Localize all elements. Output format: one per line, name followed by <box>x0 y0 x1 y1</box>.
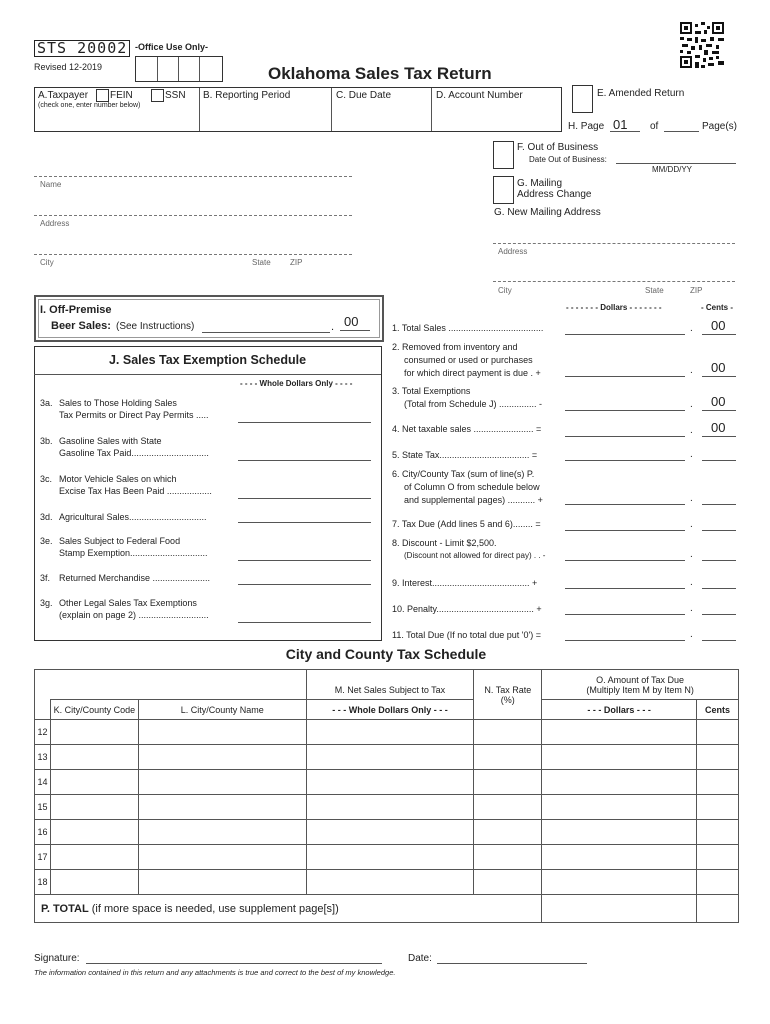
beer-title: I. Off-Premise <box>40 304 112 316</box>
row-number: 12 <box>35 720 51 745</box>
tax-cents-cell[interactable] <box>696 795 738 820</box>
line-6-decimal: . <box>690 493 693 504</box>
new-zip-label: ZIP <box>690 286 703 295</box>
schedule-j-label: Returned Merchandise ....................... <box>59 573 211 583</box>
city-code-cell[interactable] <box>50 745 138 770</box>
line-6-cents-field[interactable] <box>702 504 736 505</box>
row-number: 13 <box>35 745 51 770</box>
page-label: H. Page <box>568 121 605 132</box>
line-7-label: 7. Tax Due (Add lines 5 and 6)........ = <box>392 519 541 529</box>
out-of-business-label: F. Out of Business <box>517 142 599 153</box>
col-o-header <box>542 670 739 700</box>
new-state-label: State <box>645 286 664 295</box>
form-code-text: STS 20002 <box>34 40 130 57</box>
schedule-j-label: Sales to Those Holding Sales <box>59 398 177 408</box>
col-o-label: O. Amount of Tax Due <box>596 674 685 685</box>
line-8-cents-field[interactable] <box>702 560 736 561</box>
check-hint: (check one, enter number below) <box>38 102 141 109</box>
schedule-j-label-cont: Stamp Exemption............................... <box>59 548 208 558</box>
mailing-change-checkbox[interactable] <box>493 176 514 204</box>
total-label-bold: P. TOTAL <box>41 902 89 915</box>
ssn-checkbox[interactable] <box>151 89 164 102</box>
col-k-header: K. City/County Code <box>50 700 138 720</box>
col-n-label: N. Tax Rate <box>484 684 532 695</box>
line-4-dollars-field[interactable] <box>565 436 685 437</box>
office-use-label: -Office Use Only- <box>135 42 209 52</box>
tax-rate-cell[interactable] <box>474 745 542 770</box>
line-8-label: 8. Discount - Limit $2,500. <box>392 538 497 548</box>
col-n-header <box>474 670 542 720</box>
schedule-j-label: Agricultural Sales............................... <box>59 512 207 522</box>
schedule-j-amount-field[interactable] <box>238 560 371 561</box>
city-code-cell[interactable] <box>50 845 138 870</box>
net-sales-cell[interactable] <box>306 820 474 845</box>
city-name-cell[interactable] <box>138 720 306 745</box>
line-5-decimal: . <box>690 449 693 460</box>
tax-dollars-cell[interactable] <box>542 820 697 845</box>
line-2-decimal: . <box>690 365 693 376</box>
of-label: of <box>650 121 659 132</box>
row-number: 18 <box>35 870 51 895</box>
tax-rate-cell[interactable] <box>474 845 542 870</box>
schedule-j-title: J. Sales Tax Exemption Schedule <box>108 353 307 367</box>
total-label-rest: (if more space is needed, use supplement page[s]) <box>91 902 339 915</box>
line-1-decimal: . <box>690 323 693 334</box>
line-3-decimal: . <box>690 399 693 410</box>
schedule-j-code: 3c. <box>40 474 53 484</box>
line-10-label: 10. Penalty....................................... + <box>392 604 542 614</box>
city-name-cell[interactable] <box>138 770 306 795</box>
fein-checkbox[interactable] <box>96 89 109 102</box>
line-3-cents-field[interactable] <box>702 410 736 411</box>
line-3-dollars-field[interactable] <box>565 410 685 411</box>
date-out-label: Date Out of Business: <box>529 155 607 164</box>
schedule-j-label-cont: Gasoline Tax Paid............................... <box>59 448 209 458</box>
tax-dollars-cell[interactable] <box>542 745 697 770</box>
table-row <box>35 820 739 845</box>
new-city-label: City <box>498 286 512 295</box>
net-sales-cell[interactable] <box>306 720 474 745</box>
line-10-cents-field[interactable] <box>702 614 736 615</box>
line-1-label: 1. Total Sales ...................................... <box>392 323 544 333</box>
net-sales-cell[interactable] <box>306 770 474 795</box>
line-1-cents-field[interactable] <box>702 334 736 335</box>
city-name-cell[interactable] <box>138 870 306 895</box>
net-sales-cell[interactable] <box>306 870 474 895</box>
schedule-j-code: 3b. <box>40 436 53 446</box>
schedule-j-label: Other Legal Sales Tax Exemptions <box>59 598 197 608</box>
line-2-cents-value: 00 <box>711 360 726 375</box>
office-use-boxes <box>135 56 223 82</box>
line-6-label: 6. City/County Tax (sum of line(s) P. <box>392 469 535 479</box>
row-number: 15 <box>35 795 51 820</box>
mmddyy-label: MM/DD/YY <box>652 165 692 174</box>
line-9-decimal: . <box>690 577 693 588</box>
schedule-j-header: - - - - Whole Dollars Only - - - - <box>240 379 353 388</box>
line-2-label: 2. Removed from inventory and <box>392 342 518 352</box>
beer-dot: . <box>331 321 335 333</box>
line-8-decimal: . <box>690 549 693 560</box>
new-address-label: Address <box>498 247 528 256</box>
table-row <box>35 795 739 820</box>
line-1-cents-value: 00 <box>711 318 726 333</box>
col-m-header: M. Net Sales Subject to Tax <box>306 670 474 700</box>
line-6-dollars-field[interactable] <box>565 504 685 505</box>
line-4-cents-value: 00 <box>711 420 726 435</box>
reporting-period-label: B. Reporting Period <box>203 90 291 101</box>
line-5-label: 5. State Tax.................................... = <box>392 450 538 460</box>
col-o-sub2: (Multiply Item M by Item N) <box>586 684 694 695</box>
schedule-j-amount-field[interactable] <box>238 622 371 623</box>
qr-code-icon <box>680 22 724 68</box>
fein-label: FEIN <box>110 90 133 101</box>
line-4-cents-field[interactable] <box>702 436 736 437</box>
line-4-label: 4. Net taxable sales ........................ = <box>392 424 542 434</box>
table-row <box>35 845 739 870</box>
city-code-cell[interactable] <box>50 795 138 820</box>
address-label: Address <box>40 219 70 228</box>
schedule-j-amount-field[interactable] <box>238 584 371 585</box>
line-3-label: 3. Total Exemptions <box>392 386 471 396</box>
line-9-label: 9. Interest....................................... + <box>392 578 538 588</box>
city-name-cell[interactable] <box>138 795 306 820</box>
tax-cents-cell[interactable] <box>696 770 738 795</box>
tax-rate-cell[interactable] <box>474 820 542 845</box>
line-3-label: (Total from Schedule J) ............... - <box>404 399 543 409</box>
tax-cents-cell[interactable] <box>696 720 738 745</box>
ssn-label: SSN <box>165 90 186 101</box>
line-11-label: 11. Total Due (If no total due put '0') = <box>392 630 541 640</box>
row-number: 16 <box>35 820 51 845</box>
table-row <box>35 870 739 895</box>
schedule-j-code: 3e. <box>40 536 53 546</box>
net-sales-cell[interactable] <box>306 795 474 820</box>
line-2-cents-field[interactable] <box>702 376 736 377</box>
tax-rate-cell[interactable] <box>474 770 542 795</box>
col-l-header: L. City/County Name <box>138 700 306 720</box>
address-change-label: Address Change <box>517 189 592 200</box>
city-code-cell[interactable] <box>50 870 138 895</box>
schedule-j-code: 3f. <box>40 573 51 583</box>
schedule-j-amount-field[interactable] <box>238 422 371 423</box>
line-9-dollars-field[interactable] <box>565 588 685 589</box>
line-3-cents-value: 00 <box>711 394 726 409</box>
city-county-title: City and County Tax Schedule <box>285 646 487 662</box>
line-10-dollars-field[interactable] <box>565 614 685 615</box>
attestation-text: The information contained in this return and any attachments is true and correct to the best of my knowledge. <box>34 968 396 977</box>
tax-rate-cell[interactable] <box>474 720 542 745</box>
line-2-label: for which direct payment is due . + <box>404 368 541 378</box>
line-8-label: (Discount not allowed for direct pay) . . - <box>404 551 546 560</box>
schedule-j-label-cont: Tax Permits or Direct Pay Permits ..... <box>59 410 209 420</box>
row-number: 14 <box>35 770 51 795</box>
beer-label: Beer Sales: <box>51 320 111 332</box>
line-11-dollars-field[interactable] <box>565 640 685 641</box>
line-9-cents-field[interactable] <box>702 588 736 589</box>
schedule-j-label: Gasoline Sales with State <box>59 436 162 446</box>
tax-cents-cell[interactable] <box>696 820 738 845</box>
line-6-label: of Column O from schedule below <box>404 482 540 492</box>
city-code-cell[interactable] <box>50 820 138 845</box>
line-10-decimal: . <box>690 603 693 614</box>
tax-dollars-cell[interactable] <box>542 770 697 795</box>
total-dollars-cell[interactable] <box>542 895 697 923</box>
due-date-label: C. Due Date <box>336 90 392 101</box>
total-cents-cell[interactable] <box>696 895 738 923</box>
schedule-j-label-cont: Excise Tax Has Been Paid .................. <box>59 486 212 496</box>
amended-return-checkbox[interactable] <box>572 85 593 113</box>
net-sales-cell[interactable] <box>306 845 474 870</box>
city-code-cell[interactable] <box>50 720 138 745</box>
name-label: Name <box>40 180 62 189</box>
signature-label: Signature: <box>34 953 80 964</box>
form-title: Oklahoma Sales Tax Return <box>268 64 492 83</box>
pages-label: Page(s) <box>702 121 738 132</box>
city-label: City <box>40 258 54 267</box>
form-code <box>34 40 130 58</box>
beer-sales-box <box>34 295 384 342</box>
schedule-j-label: Motor Vehicle Sales on which <box>59 474 177 484</box>
tax-cents-cell[interactable] <box>696 745 738 770</box>
tax-rate-cell[interactable] <box>474 870 542 895</box>
row-number: 17 <box>35 845 51 870</box>
table-row <box>35 770 739 795</box>
tax-cents-cell[interactable] <box>696 870 738 895</box>
line-8-dollars-field[interactable] <box>565 560 685 561</box>
schedule-j-label: Sales Subject to Federal Food <box>59 536 181 546</box>
line-6-label: and supplemental pages) ........... + <box>404 495 543 505</box>
col-cents: Cents <box>696 700 738 720</box>
date-label: Date: <box>408 953 432 964</box>
total-row-label <box>35 895 542 923</box>
tax-dollars-cell[interactable] <box>542 720 697 745</box>
schedule-j-label-cont: (explain on page 2) ............................ <box>59 610 209 620</box>
city-county-table <box>34 669 739 923</box>
dollars-header: - - - - - - - Dollars - - - - - - - <box>566 303 662 312</box>
state-label: State <box>252 258 271 267</box>
schedule-j-amount-field[interactable] <box>238 522 371 523</box>
schedule-j-code: 3a. <box>40 398 53 408</box>
new-mailing-label: G. New Mailing Address <box>494 207 601 218</box>
schedule-j-amount-field[interactable] <box>238 498 371 499</box>
line-1-dollars-field[interactable] <box>565 334 685 335</box>
amended-return-label: E. Amended Return <box>597 88 685 99</box>
col-n-sub: (%) <box>500 694 515 705</box>
cents-header: - Cents - <box>701 303 733 312</box>
table-row <box>35 720 739 745</box>
col-m-sub: - - - Whole Dollars Only - - - <box>306 700 474 720</box>
city-name-cell[interactable] <box>138 745 306 770</box>
tax-dollars-cell[interactable] <box>542 870 697 895</box>
line-5-cents-field[interactable] <box>702 460 736 461</box>
line-7-cents-field[interactable] <box>702 530 736 531</box>
page-number[interactable]: 01 <box>613 117 628 132</box>
line-7-decimal: . <box>690 519 693 530</box>
revised-date: Revised 12-2019 <box>34 62 103 72</box>
schedule-j-code: 3d. <box>40 512 53 522</box>
table-row <box>35 745 739 770</box>
line-4-decimal: . <box>690 425 693 436</box>
tax-dollars-cell[interactable] <box>542 795 697 820</box>
line-5-dollars-field[interactable] <box>565 460 685 461</box>
line-2-dollars-field[interactable] <box>565 376 685 377</box>
schedule-j-code: 3g. <box>40 598 53 608</box>
schedule-j-amount-field[interactable] <box>238 460 371 461</box>
tax-cents-cell[interactable] <box>696 845 738 870</box>
beer-cents[interactable]: 00 <box>344 314 359 329</box>
col-o-dollars: - - - Dollars - - - <box>542 700 697 720</box>
tax-dollars-cell[interactable] <box>542 845 697 870</box>
beer-hint: (See Instructions) <box>116 321 195 332</box>
net-sales-cell[interactable] <box>306 745 474 770</box>
city-name-cell[interactable] <box>138 820 306 845</box>
city-code-cell[interactable] <box>50 770 138 795</box>
city-name-cell[interactable] <box>138 845 306 870</box>
zip-label: ZIP <box>290 258 303 267</box>
line-11-cents-field[interactable] <box>702 640 736 641</box>
mailing-label: G. Mailing <box>517 178 563 189</box>
taxpayer-label: A.Taxpayer <box>38 90 89 101</box>
account-number-label: D. Account Number <box>436 90 523 101</box>
line-7-dollars-field[interactable] <box>565 530 685 531</box>
tax-rate-cell[interactable] <box>474 795 542 820</box>
line-2-label: consumed or used or purchases <box>404 355 533 365</box>
out-of-business-checkbox[interactable] <box>493 141 514 169</box>
line-11-decimal: . <box>690 629 693 640</box>
